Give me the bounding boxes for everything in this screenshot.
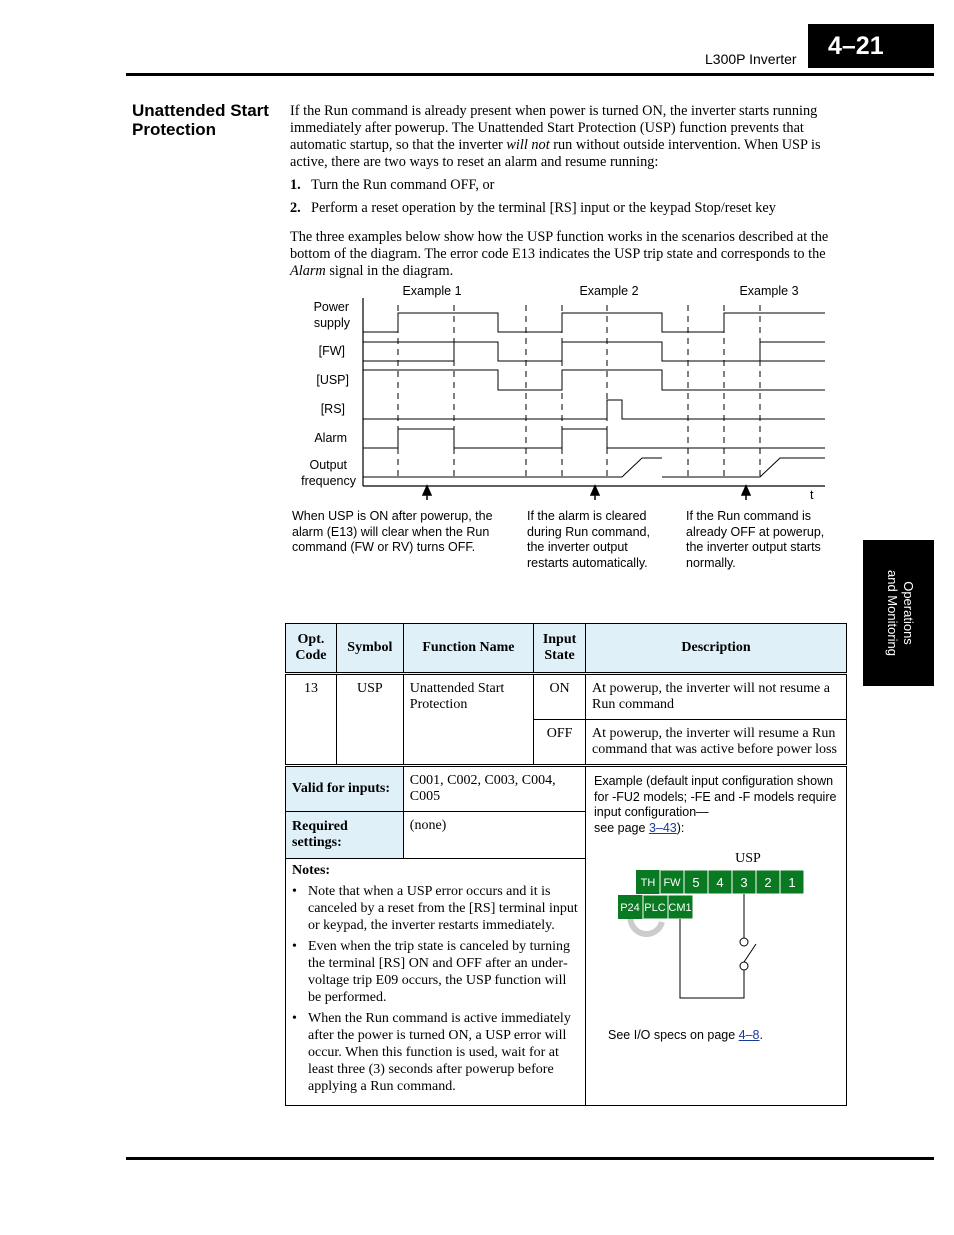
fw-waveform-3 bbox=[662, 342, 825, 361]
cell-off-description: At powerup, the inverter will resume a Run command that was active before power loss bbox=[586, 720, 847, 766]
terminal-th: TH bbox=[640, 877, 656, 889]
step-text: Turn the Run command OFF, or bbox=[311, 177, 495, 193]
header-rule bbox=[126, 73, 934, 76]
usp-timing-diagram bbox=[290, 280, 850, 500]
caption-example-3: If the Run command is already OFF at powerup, the inverter output starts normally. bbox=[686, 509, 825, 570]
header-symbol: Symbol bbox=[336, 624, 403, 674]
caption-example-1: When USP is ON after powerup, the alarm (E13) will clear when the Run command (FW or RV) turns OFF. bbox=[292, 509, 493, 554]
power-label-2: supply bbox=[313, 316, 350, 330]
rs-label: [RS] bbox=[320, 402, 345, 416]
terminal-1: 1 bbox=[788, 875, 796, 890]
event-arrows bbox=[423, 486, 750, 500]
page-link-4-8[interactable]: 4–8 bbox=[738, 1028, 760, 1042]
notes-title: Notes: bbox=[292, 863, 331, 878]
header-function-name: Function Name bbox=[403, 624, 533, 674]
side-tab-line1: Operations bbox=[901, 581, 916, 645]
switch-contact-icon bbox=[740, 938, 748, 946]
alarm-label: Alarm bbox=[314, 431, 347, 445]
required-settings-value: (none) bbox=[403, 812, 585, 859]
terminal-p24: P24 bbox=[620, 902, 640, 914]
usp-upper-line bbox=[363, 370, 825, 390]
header-description: Description bbox=[586, 624, 847, 674]
step-number: 1. bbox=[290, 177, 301, 193]
examples-text-1: The three examples below show how the USP function works in the scenarios described at the bottom of the diagram. The error code E13 indicates the USP trip state and corresponds to the bbox=[290, 229, 829, 262]
fw-upper-line bbox=[363, 342, 825, 361]
output-waveform-3 bbox=[662, 458, 825, 477]
header-opt-code: Opt. Code bbox=[286, 624, 337, 674]
arrow-up-icon bbox=[591, 486, 599, 495]
header-input-state: Input State bbox=[534, 624, 586, 674]
notes-list bbox=[292, 883, 579, 1095]
arrow-up-icon bbox=[423, 486, 431, 495]
wire-cm1 bbox=[680, 919, 744, 998]
dashed-markers bbox=[398, 305, 760, 480]
side-tab-line2: and Monitoring bbox=[885, 570, 900, 656]
output-label-1: Output bbox=[309, 458, 347, 472]
terminal-2: 2 bbox=[764, 875, 772, 890]
list-item: • Even when the trip state is canceled by turning the terminal [RS] ON and OFF after an undervoltage trip E09 occurs, the USP function will be performed. bbox=[292, 939, 571, 1005]
terminal-cm1: CM1 bbox=[668, 902, 692, 914]
output-waveform-2 bbox=[363, 458, 662, 477]
page-link-3-43[interactable]: 3–43 bbox=[648, 820, 677, 835]
valid-inputs-row bbox=[286, 766, 847, 812]
list-item: • When the Run command is active immediately after the power is turned ON, a USP error will occur. When this function is used, wait for at least three (3) seconds after powerup before applying a Run command. bbox=[292, 1011, 571, 1094]
section-heading bbox=[132, 101, 282, 139]
fw-label: [FW] bbox=[318, 344, 345, 358]
terminal-strip-bottom bbox=[618, 895, 693, 919]
power-label-1: Power bbox=[313, 300, 349, 314]
usp-terminal-label: USP bbox=[735, 851, 761, 866]
cell-on-state: ON bbox=[534, 674, 586, 720]
intro-paragraph bbox=[290, 103, 850, 171]
section-heading-line1: Unattended Start bbox=[132, 101, 269, 120]
alarm-waveform bbox=[363, 429, 825, 448]
terminal-plc: PLC bbox=[644, 902, 666, 914]
rs-waveform bbox=[363, 400, 825, 419]
switch-contact-icon bbox=[740, 962, 748, 970]
cell-off-state: OFF bbox=[534, 720, 586, 766]
reset-step bbox=[290, 200, 850, 217]
side-tab-label bbox=[863, 540, 934, 686]
list-item: • Note that when a USP error occurs and it is canceled by a reset from the [RS] terminal input or keypad, the inverter restarts immediately. bbox=[292, 884, 578, 933]
usp-wiring-diagram bbox=[594, 844, 834, 1024]
terminal-5: 5 bbox=[692, 875, 700, 890]
usp-label: [USP] bbox=[316, 373, 349, 387]
example-1-title: Example 1 bbox=[402, 284, 462, 298]
required-settings-label: Required settings: bbox=[286, 812, 404, 859]
cell-function-name: Unattended Start Protection bbox=[403, 674, 533, 766]
step-number: 2. bbox=[290, 200, 301, 216]
usp-spec-table bbox=[285, 623, 847, 1106]
example-2-title: Example 2 bbox=[579, 284, 639, 298]
reset-step bbox=[290, 177, 850, 194]
switch-blade-icon bbox=[744, 944, 756, 962]
caption-example-2: If the alarm is cleared during Run command, the inverter output restarts automatically. bbox=[527, 509, 650, 570]
terminal-strip-top bbox=[636, 870, 804, 894]
signal-waveforms bbox=[363, 313, 825, 477]
intro-text-2: run without outside intervention. When USP is active, there are two ways to reset an alarm and resume running: bbox=[290, 137, 821, 170]
arrow-up-icon bbox=[742, 486, 750, 495]
examples-paragraph bbox=[290, 229, 850, 280]
intro-emphasis: will not bbox=[506, 137, 550, 153]
cell-opt-code: 13 bbox=[286, 674, 337, 766]
example-config-cell bbox=[586, 766, 847, 1106]
terminal-3: 3 bbox=[740, 875, 748, 890]
intro-text-1: If the Run command is already present when power is turned ON, the inverter starts running immediately after powerup. The Unattended Start Protection (USP) function prevents that automatic startup, so that the inverter bbox=[290, 103, 818, 153]
header-product-title: L300P Inverter bbox=[705, 51, 797, 67]
valid-inputs-label: Valid for inputs: bbox=[286, 766, 404, 812]
example-config-text: Example (default input configuration shown for -FU2 models; -FE and -F models require input configuration— see page 3–43): bbox=[594, 774, 837, 835]
terminal-fw: FW bbox=[663, 877, 681, 889]
table-header-row bbox=[286, 624, 847, 674]
fw-waveform-2 bbox=[562, 342, 662, 361]
cell-symbol: USP bbox=[336, 674, 403, 766]
reset-steps-list bbox=[290, 177, 850, 223]
fw-waveform-1 bbox=[363, 342, 498, 361]
table-row bbox=[286, 674, 847, 720]
footer-rule bbox=[126, 1157, 934, 1160]
examples-text-2: signal in the diagram. bbox=[325, 263, 454, 279]
valid-inputs-value: C001, C002, C003, C004, C005 bbox=[403, 766, 585, 812]
terminal-4: 4 bbox=[716, 875, 724, 890]
page-number-box: 4–21 bbox=[808, 24, 934, 68]
time-label: t bbox=[810, 488, 814, 500]
examples-emphasis: Alarm bbox=[290, 263, 326, 279]
notes-cell bbox=[286, 859, 586, 1106]
cell-on-description: At powerup, the inverter will not resume a Run command bbox=[586, 674, 847, 720]
power-waveform bbox=[363, 313, 825, 332]
output-label-2: frequency bbox=[301, 474, 356, 488]
io-specs-note: See I/O specs on page 4–8. bbox=[608, 1028, 763, 1042]
side-tab bbox=[863, 540, 934, 686]
step-text: Perform a reset operation by the terminal [RS] input or the keypad Stop/reset key bbox=[311, 200, 776, 216]
section-heading-line2: Protection bbox=[132, 120, 217, 139]
example-3-title: Example 3 bbox=[739, 284, 799, 298]
